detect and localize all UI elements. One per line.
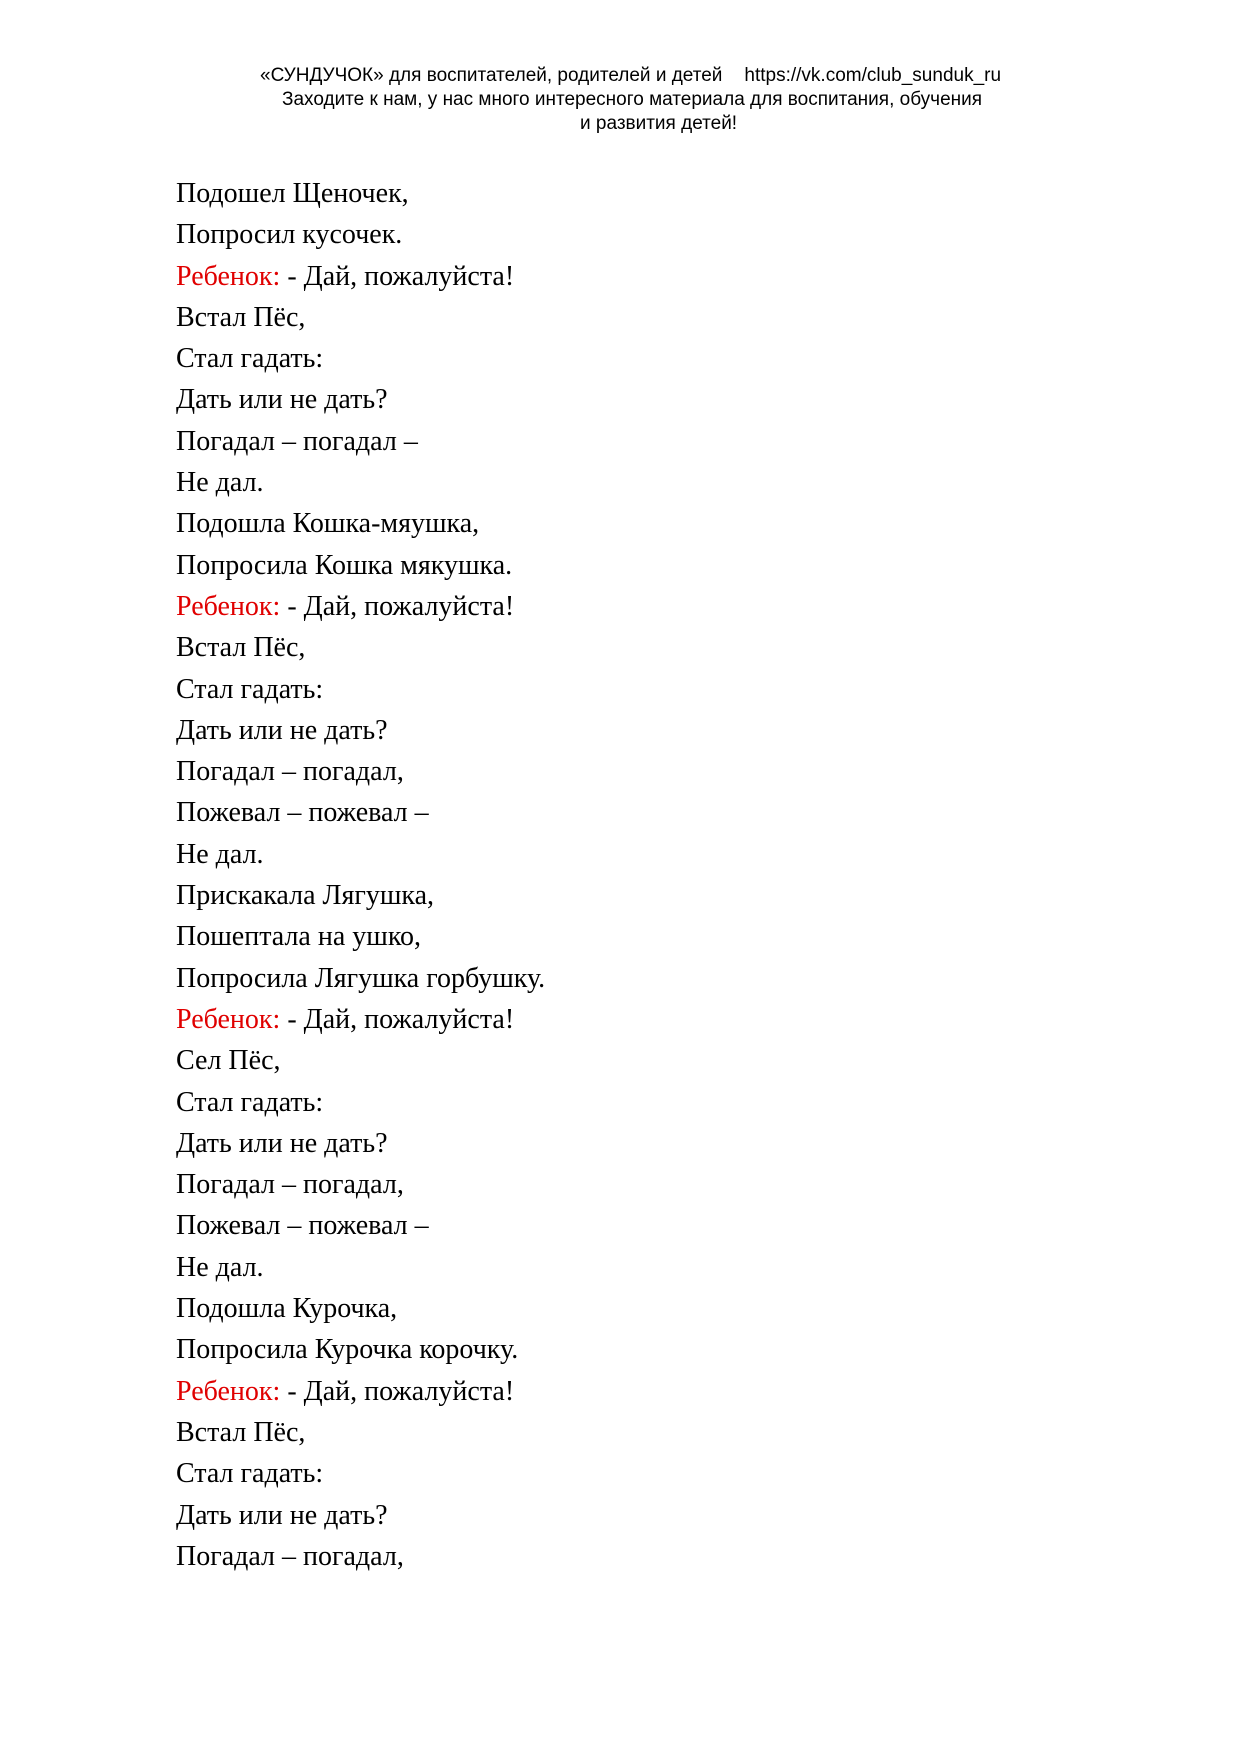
line-text: Погадал – погадал, bbox=[176, 756, 404, 788]
line-text: Стал гадать: bbox=[176, 1458, 324, 1490]
header-line-1 bbox=[0, 64, 1240, 88]
line-text: Подошла Курочка, bbox=[176, 1293, 398, 1325]
speaker-label: Ребенок: bbox=[176, 590, 281, 622]
header-url: https://vk.com/club_sunduk_ru bbox=[744, 65, 1002, 86]
poem-line bbox=[176, 669, 1176, 710]
speaker-label: Ребенок: bbox=[176, 260, 281, 292]
dialogue-line bbox=[176, 999, 1176, 1040]
line-text: Дать или не дать? bbox=[176, 1127, 388, 1159]
poem-line bbox=[176, 1247, 1176, 1288]
line-text: Не дал. bbox=[176, 838, 264, 870]
header-line-2: Заходите к нам, у нас много интересного материала для воспитания, обучения bbox=[282, 89, 983, 110]
line-text: Дать или не дать? bbox=[176, 384, 388, 416]
line-text: Стал гадать: bbox=[176, 673, 324, 705]
poem-line bbox=[176, 1123, 1176, 1164]
poem-line bbox=[176, 1329, 1176, 1370]
poem-line bbox=[176, 1495, 1176, 1536]
line-text: Погадал – погадал – bbox=[176, 425, 418, 457]
poem-line bbox=[176, 1082, 1176, 1123]
poem-line bbox=[176, 214, 1176, 255]
line-text: Стал гадать: bbox=[176, 343, 324, 375]
poem-line bbox=[176, 916, 1176, 957]
poem-line bbox=[176, 958, 1176, 999]
line-text: Подошел Щеночек, bbox=[176, 178, 409, 209]
line-text: Стал гадать: bbox=[176, 1086, 324, 1118]
line-text: - Дай, пожалуйста! bbox=[280, 260, 515, 292]
header-line-3: и развития детей! bbox=[580, 113, 738, 134]
line-text: Попросил кусочек. bbox=[176, 219, 403, 251]
poem-line bbox=[176, 462, 1176, 503]
dialogue-line bbox=[176, 1371, 1176, 1412]
poem-line bbox=[176, 503, 1176, 544]
line-text: Дать или не дать? bbox=[176, 714, 388, 746]
poem-line bbox=[176, 1164, 1176, 1205]
line-text: - Дай, пожалуйста! bbox=[280, 1375, 515, 1407]
line-text: Не дал. bbox=[176, 467, 264, 499]
line-text: Сел Пёс, bbox=[176, 1045, 281, 1077]
line-text: Встал Пёс, bbox=[176, 632, 306, 664]
poem-line bbox=[176, 338, 1176, 379]
poem-line bbox=[176, 1288, 1176, 1329]
poem-line bbox=[176, 545, 1176, 586]
dialogue-line bbox=[176, 256, 1176, 297]
speaker-label: Ребенок: bbox=[176, 1375, 281, 1407]
line-text: Попросила Кошка мякушка. bbox=[176, 549, 513, 581]
poem-line bbox=[176, 834, 1176, 875]
header-brand: «СУНДУЧОК» для воспитателей, родителей и детей bbox=[260, 65, 723, 86]
poem-line bbox=[176, 627, 1176, 668]
poem-body bbox=[176, 173, 1176, 1577]
line-text: Встал Пёс, bbox=[176, 1416, 306, 1448]
page-header bbox=[0, 64, 1240, 136]
dialogue-line bbox=[176, 586, 1176, 627]
line-text: Встал Пёс, bbox=[176, 301, 306, 333]
line-text: Погадал – погадал, bbox=[176, 1169, 404, 1201]
line-text: Пожевал – пожевал – bbox=[176, 797, 429, 829]
poem-line bbox=[176, 710, 1176, 751]
poem-line bbox=[176, 1412, 1176, 1453]
poem-line bbox=[176, 1536, 1176, 1577]
line-text: Погадал – погадал, bbox=[176, 1540, 404, 1572]
line-text: Прискакала Лягушка, bbox=[176, 880, 435, 912]
line-text: - Дай, пожалуйста! bbox=[280, 1003, 515, 1035]
line-text: - Дай, пожалуйста! bbox=[280, 590, 515, 622]
poem-line bbox=[176, 297, 1176, 338]
poem-line bbox=[176, 792, 1176, 833]
poem-line bbox=[176, 1453, 1176, 1494]
poem-line bbox=[176, 379, 1176, 420]
poem-line bbox=[176, 1205, 1176, 1246]
poem-line bbox=[176, 173, 1176, 214]
line-text: Не дал. bbox=[176, 1251, 264, 1283]
line-text: Попросила Курочка корочку. bbox=[176, 1334, 519, 1366]
line-text: Подошла Кошка-мяушка, bbox=[176, 508, 480, 540]
poem-line bbox=[176, 1040, 1176, 1081]
speaker-label: Ребенок: bbox=[176, 1003, 281, 1035]
line-text: Пошептала на ушко, bbox=[176, 921, 421, 953]
line-text: Попросила Лягушка горбушку. bbox=[176, 962, 546, 994]
poem-line bbox=[176, 875, 1176, 916]
line-text: Дать или не дать? bbox=[176, 1499, 388, 1531]
poem-line bbox=[176, 751, 1176, 792]
line-text: Пожевал – пожевал – bbox=[176, 1210, 429, 1242]
poem-line bbox=[176, 421, 1176, 462]
